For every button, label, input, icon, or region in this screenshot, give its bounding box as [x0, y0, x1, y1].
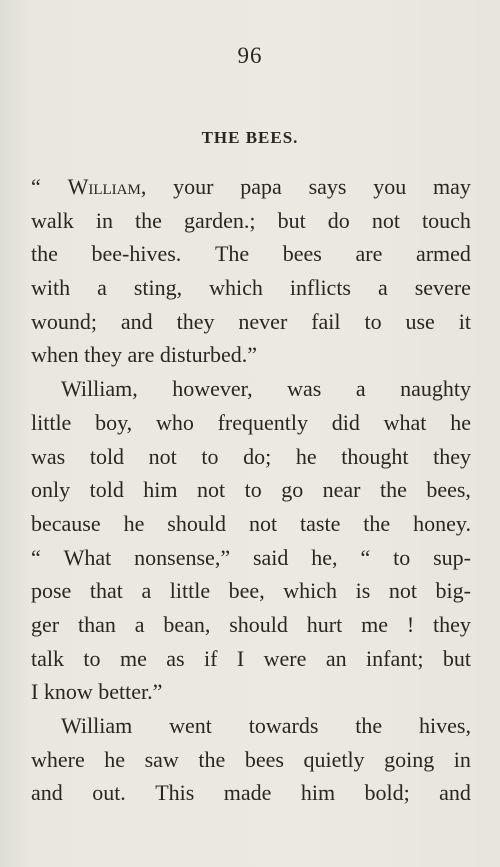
text-line: where he saw the bees quietly going in — [31, 746, 471, 772]
text-line: pose that a little bee, which is not big- — [31, 578, 471, 604]
page-number: 96 — [237, 43, 263, 68]
text-line: I know better.” — [31, 679, 163, 705]
text-line: talk to me as if I were an infant; but — [31, 645, 471, 671]
text-line: walk in the garden.; but do not touch — [31, 207, 471, 233]
text-line: was told not to do; he thought they — [31, 443, 471, 469]
text-line: ger than a bean, should hurt me ! they — [31, 611, 471, 637]
text-line: the bee-hives. The bees are armed — [31, 241, 471, 267]
text-line: “ William, your papa says you may — [31, 174, 471, 199]
text-line: only told him not to go near the bees, — [31, 477, 471, 503]
text-line: because he should not taste the honey. — [31, 510, 471, 536]
text-line: “ What nonsense,” said he, “ to sup- — [31, 544, 471, 570]
chapter-title: THE BEES. — [201, 128, 299, 147]
body-text — [31, 170, 471, 810]
text-line: with a sting, which inflicts a severe — [31, 275, 471, 301]
text-line: and out. This made him bold; and — [31, 780, 471, 806]
text-line: when they are disturbed.” — [31, 342, 258, 368]
text-line: William went towards the hives, — [61, 713, 471, 738]
text-line: little boy, who frequently did what he — [31, 409, 471, 435]
text-line: wound; and they never fail to use it — [31, 308, 471, 334]
text-line: William, however, was a naughty — [61, 376, 471, 402]
